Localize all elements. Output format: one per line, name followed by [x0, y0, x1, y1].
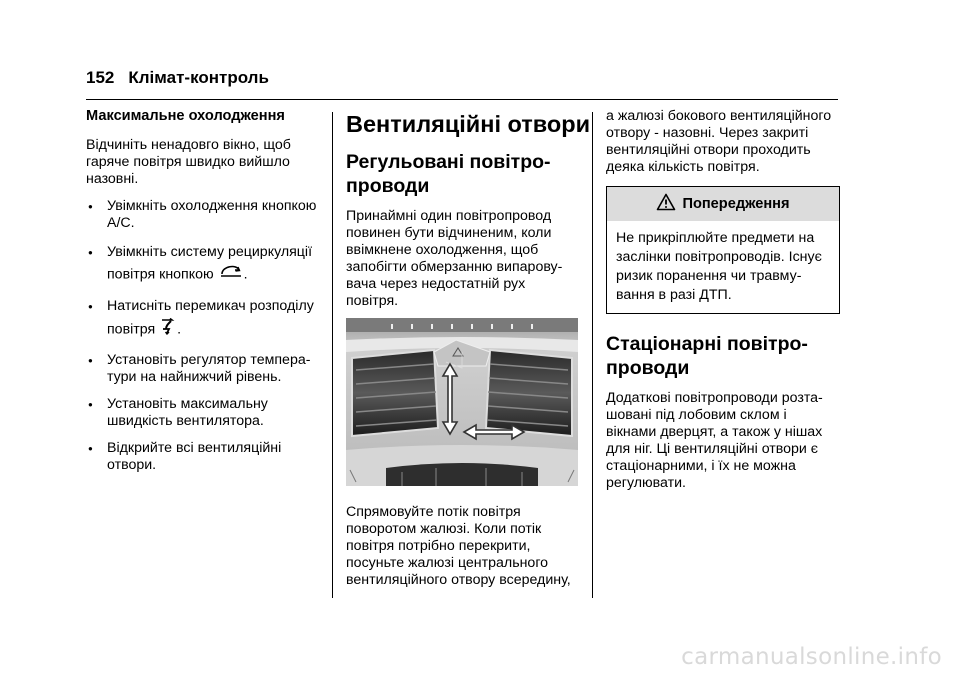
step-recirculation: ● Увімкніть систему рециркуляції повітря кнопкою .	[86, 242, 322, 286]
main-title: Вентиляційні отвори	[346, 111, 591, 137]
fixed-vents-heading: Стаціонарні повітро-проводи	[606, 333, 808, 379]
step-temperature: ● Установіть регулятор темпера-тури на найнижчий рівень.	[86, 352, 322, 386]
page-number: 152	[86, 68, 115, 87]
vent-photo	[346, 318, 578, 486]
max-cooling-heading: Максимальне охолодження	[86, 108, 285, 124]
adjustable-vents-heading: Регульовані повітро-проводи	[346, 151, 551, 197]
recirculation-icon	[219, 263, 243, 286]
warning-box	[606, 186, 840, 314]
step-air-distribution: ● Натисніть перемикач розподілу повітря .	[86, 296, 322, 342]
direct-airflow-text: Спрямовуйте потік повітря поворотом жалюзі. Коли потік повітря потрібно перекрити, посуньте жалюзі центрального вентиляційного отвору всередину,	[346, 504, 571, 588]
step-ac: ● Увімкніть охолодження кнопкою A/C.	[86, 198, 322, 232]
warning-header	[607, 187, 839, 221]
warning-text: Не прикріплюйте предмети на заслінки повітропроводів. Існує ризик поранення чи травму-вання в разі ДТП.	[616, 230, 822, 303]
step-open-vents: ● Відкрийте всі вентиляційні отвори.	[86, 440, 322, 474]
page-header	[86, 68, 838, 98]
column-middle	[346, 108, 591, 320]
adjustable-vents-text: Принаймні один повітропровод повинен бути відчиненим, коли ввімкнене охолодження, щоб запобігти обмерзанню випарову-вача через недостатній рух повітря.	[346, 208, 563, 309]
chapter-title: Клімат-контроль	[128, 68, 269, 87]
column-right	[606, 108, 840, 502]
warning-triangle-icon	[656, 193, 682, 216]
direct-airflow-text-wrap	[346, 504, 578, 599]
header-divider	[86, 99, 838, 100]
fixed-vents-text: Додаткові повітропроводи розта-шовані під лобовим склом і вікнами дверцят, а також у нішах для ніг. Ці вентиляційні отвори є стаціонарними, і їх не можна регулювати.	[606, 390, 823, 491]
column-left	[86, 108, 322, 484]
watermark: carmanualsonline.info	[681, 644, 942, 670]
column-divider-right	[592, 112, 593, 598]
step-fan-speed: ● Установіть максимальну швидкість вентилятора.	[86, 396, 322, 430]
max-cooling-steps	[86, 198, 322, 474]
warning-title: Попередження	[682, 195, 790, 212]
column-divider-left	[332, 112, 333, 598]
air-distribution-icon	[160, 317, 176, 342]
side-vent-continuation: а жалюзі бокового вентиляційного отвору - назовні. Через закриті вентиляційні отвори проходить деяка кількість повітря.	[606, 108, 832, 175]
max-cooling-intro: Відчиніть ненадовго вікно, щоб гаряче повітря швидко вийшло назовні.	[86, 137, 291, 187]
